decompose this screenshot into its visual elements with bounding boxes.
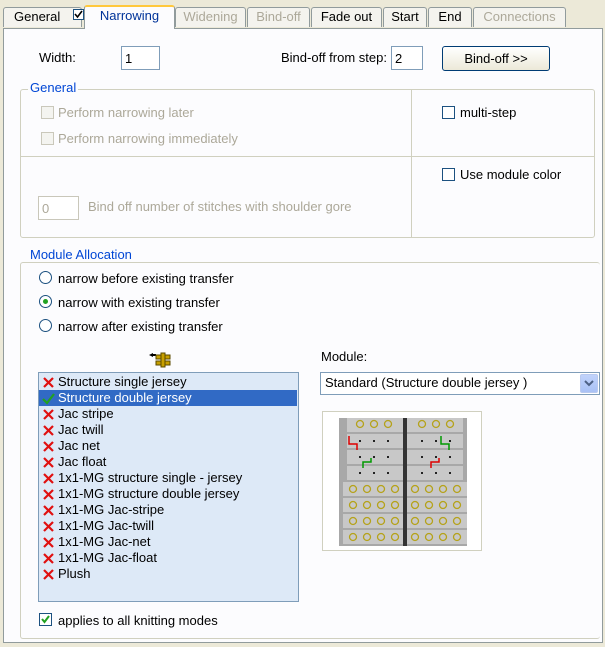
list-item-label: 1x1-MG structure double jersey	[58, 486, 240, 501]
bindoff-step-input[interactable]	[391, 46, 423, 70]
tab-general[interactable]	[3, 7, 82, 27]
use-module-color-checkbox[interactable]	[442, 168, 455, 181]
list-item[interactable]	[39, 406, 298, 422]
bindoff-step-label: Bind-off from step:	[281, 50, 387, 65]
cross-icon	[42, 376, 55, 389]
module-label: Module:	[321, 349, 368, 364]
tab-bind-off[interactable]	[247, 7, 310, 27]
list-item[interactable]	[39, 502, 298, 518]
general-divider-vertical	[411, 89, 412, 238]
list-item-label: Structure single jersey	[58, 374, 187, 389]
bindoff-button[interactable]	[442, 46, 550, 71]
tab-connections[interactable]	[473, 7, 566, 27]
cross-icon	[42, 472, 55, 485]
list-item-label: Jac twill	[58, 422, 104, 437]
radio-narrow-with[interactable]	[39, 295, 52, 308]
radio-narrow-after-label: narrow after existing transfer	[58, 319, 223, 334]
shoulder-gore-label: Bind off number of stitches with shoulder gore	[88, 199, 352, 214]
narrow-later-label: Perform narrowing later	[58, 105, 194, 120]
list-item-label: Jac stripe	[58, 406, 114, 421]
general-divider-horizontal	[20, 156, 595, 157]
cross-icon	[42, 568, 55, 581]
list-item[interactable]	[39, 518, 298, 534]
cross-icon	[42, 424, 55, 437]
checkmark-icon	[40, 614, 51, 625]
list-item-label: 1x1-MG Jac-stripe	[58, 502, 165, 517]
module-list[interactable]	[38, 372, 299, 602]
cross-icon	[42, 520, 55, 533]
list-item-label: Plush	[58, 566, 91, 581]
tab-bind-off-label: Bind-off	[256, 9, 301, 24]
radio-narrow-before-label: narrow before existing transfer	[58, 271, 234, 286]
width-label: Width:	[39, 50, 76, 65]
radio-selected-dot	[43, 299, 48, 304]
module-allocation-title: Module Allocation	[30, 247, 132, 262]
cross-icon	[42, 536, 55, 549]
radio-narrow-after[interactable]	[39, 319, 52, 332]
list-item-label: 1x1-MG Jac-twill	[58, 518, 155, 533]
list-item[interactable]	[39, 454, 298, 470]
tab-end[interactable]	[428, 7, 472, 27]
radio-narrow-before[interactable]	[39, 271, 52, 284]
list-item-label: 1x1-MG Jac-float	[58, 550, 157, 565]
tab-fade-out[interactable]	[311, 7, 382, 27]
checkmark-icon	[42, 392, 55, 405]
cross-icon	[42, 456, 55, 469]
tab-widening-label: Widening	[183, 9, 238, 24]
list-item[interactable]	[39, 534, 298, 550]
list-item[interactable]	[39, 470, 298, 486]
list-item[interactable]	[39, 566, 298, 582]
list-item-label: Jac float	[58, 454, 107, 469]
tab-start[interactable]	[383, 7, 427, 27]
tab-start-label: Start	[391, 9, 419, 24]
module-preview-image	[323, 412, 481, 550]
module-select[interactable]	[320, 372, 600, 395]
list-item-label: 1x1-MG structure single - jersey	[58, 470, 243, 485]
list-item[interactable]	[39, 438, 298, 454]
narrow-later-checkbox[interactable]	[41, 106, 54, 119]
list-item-label: 1x1-MG Jac-net	[58, 534, 151, 549]
tab-end-label: End	[438, 9, 462, 24]
module-select-value: Standard (Structure double jersey )	[325, 375, 528, 390]
cross-icon	[42, 552, 55, 565]
width-input[interactable]	[121, 46, 160, 70]
list-item-label: Structure double jersey	[58, 390, 192, 405]
list-item[interactable]	[39, 374, 298, 390]
cross-icon	[42, 488, 55, 501]
list-item[interactable]	[39, 486, 298, 502]
cross-icon	[42, 440, 55, 453]
general-group-title: General	[30, 80, 77, 95]
tab-general-checkbox[interactable]	[73, 9, 84, 20]
tab-narrowing[interactable]	[84, 5, 175, 29]
narrow-immediately-checkbox[interactable]	[41, 132, 54, 145]
use-module-color-label: Use module color	[460, 167, 562, 182]
shoulder-gore-input[interactable]	[38, 196, 79, 220]
list-item[interactable]	[39, 550, 298, 566]
multi-step-label: multi-step	[460, 105, 517, 120]
bindoff-button-label: Bind-off >>	[464, 51, 528, 66]
applies-all-checkbox[interactable]	[39, 613, 52, 626]
tab-narrowing-label: Narrowing	[99, 8, 160, 23]
radio-narrow-with-label: narrow with existing transfer	[58, 295, 220, 310]
drag-move-icon	[147, 352, 173, 371]
list-item[interactable]	[39, 422, 298, 438]
list-item-label: Jac net	[58, 438, 100, 453]
tab-connections-label: Connections	[483, 9, 556, 24]
tab-fade-out-label: Fade out	[320, 9, 373, 24]
narrow-immediately-label: Perform narrowing immediately	[58, 131, 238, 146]
tab-general-label: General	[14, 9, 61, 24]
module-preview	[322, 411, 482, 551]
list-item[interactable]	[39, 390, 297, 406]
cross-icon	[42, 408, 55, 421]
cross-icon	[42, 504, 55, 517]
tab-widening[interactable]	[175, 7, 246, 27]
multi-step-checkbox[interactable]	[442, 106, 455, 119]
chevron-down-icon[interactable]	[580, 374, 598, 393]
applies-all-label: applies to all knitting modes	[58, 613, 218, 628]
